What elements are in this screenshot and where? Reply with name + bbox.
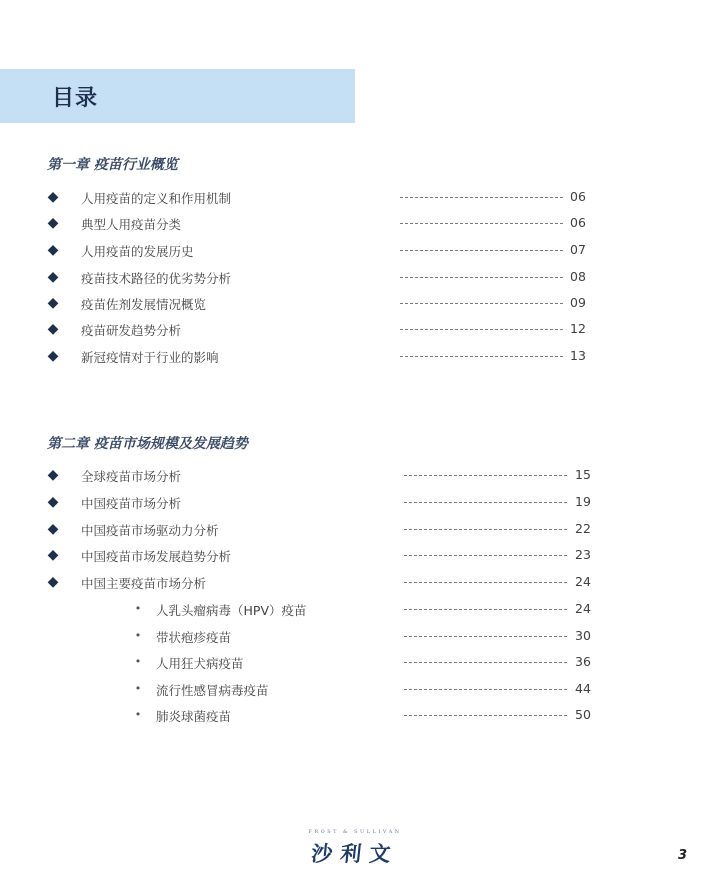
chapter-1-title: 第一章 疫苗行业概览 [47, 157, 178, 173]
dotted-leader [400, 197, 563, 198]
diamond-bullet-icon: ◆ [47, 521, 59, 537]
toc-subentry-label: 人用狂犬病疫苗 [156, 656, 244, 671]
dotted-leader [404, 475, 567, 476]
toc-entry-page: 24 [575, 574, 591, 589]
toc-entry[interactable] [0, 466, 710, 488]
toc-subentry-label: 肺炎球菌疫苗 [156, 709, 232, 724]
dot-bullet-icon: • [134, 602, 142, 615]
toc-entry-label: 人用疫苗的发展历史 [81, 244, 194, 259]
toc-entry-page: 09 [570, 295, 586, 310]
dotted-leader [404, 689, 567, 690]
toc-entry[interactable] [0, 347, 710, 369]
toc-entry[interactable] [0, 214, 710, 236]
diamond-bullet-icon: ◆ [47, 242, 59, 258]
toc-subentry-page: 24 [575, 601, 591, 616]
dotted-leader [400, 250, 563, 251]
toc-entry-page: 15 [575, 467, 591, 482]
toc-entry-label: 中国主要疫苗市场分析 [81, 576, 207, 591]
toc-subentry-page: 50 [575, 707, 591, 722]
toc-entry-label: 中国疫苗市场分析 [81, 496, 182, 511]
toc-entry-label: 疫苗研发趋势分析 [81, 323, 182, 338]
dot-bullet-icon: • [134, 655, 142, 668]
dotted-leader [404, 662, 567, 663]
page-number: 3 [678, 848, 688, 863]
dotted-leader [400, 223, 563, 224]
dot-bullet-icon: • [134, 708, 142, 721]
dotted-leader [404, 555, 567, 556]
diamond-bullet-icon: ◆ [47, 321, 59, 337]
dotted-leader [404, 582, 567, 583]
toc-entry[interactable] [0, 268, 710, 290]
toc-entry-label: 疫苗佐剂发展情况概览 [81, 297, 207, 312]
diamond-bullet-icon: ◆ [47, 467, 59, 483]
toc-subentry-label: 带状疱疹疫苗 [156, 630, 232, 645]
toc-entry-label: 中国疫苗市场驱动力分析 [81, 523, 219, 538]
toc-entry[interactable] [0, 188, 710, 210]
toc-subentry[interactable] [0, 653, 710, 675]
diamond-bullet-icon: ◆ [47, 295, 59, 311]
dot-bullet-icon: • [134, 682, 142, 695]
toc-entry-page: 08 [570, 269, 586, 284]
logo-english-wordmark: FROST & SULLIVAN [308, 829, 402, 835]
dotted-leader [404, 609, 567, 610]
diamond-bullet-icon: ◆ [47, 574, 59, 590]
toc-entry-page: 07 [570, 242, 586, 257]
toc-subentry-page: 30 [575, 628, 591, 643]
toc-entry[interactable] [0, 573, 710, 595]
toc-entry-label: 中国疫苗市场发展趋势分析 [81, 549, 232, 564]
toc-header-banner [0, 69, 355, 123]
dotted-leader [400, 277, 563, 278]
toc-entry[interactable] [0, 520, 710, 542]
toc-subentry-page: 36 [575, 654, 591, 669]
toc-entry-label: 典型人用疫苗分类 [81, 217, 182, 232]
toc-entry-label: 新冠疫情对于行业的影响 [81, 350, 219, 365]
dotted-leader [400, 303, 563, 304]
dotted-leader [404, 715, 567, 716]
dotted-leader [400, 356, 563, 357]
toc-subentry[interactable] [0, 680, 710, 702]
dotted-leader [404, 502, 567, 503]
dotted-leader [400, 329, 563, 330]
toc-entry[interactable] [0, 546, 710, 568]
toc-entry[interactable] [0, 241, 710, 263]
diamond-bullet-icon: ◆ [47, 269, 59, 285]
toc-entry-label: 人用疫苗的定义和作用机制 [81, 191, 232, 206]
toc-subentry[interactable] [0, 706, 710, 728]
toc-entry-label: 全球疫苗市场分析 [81, 469, 182, 484]
chapter-2-title: 第二章 疫苗市场规模及发展趋势 [47, 436, 248, 452]
diamond-bullet-icon: ◆ [47, 215, 59, 231]
toc-subentry[interactable] [0, 600, 710, 622]
toc-subentry-label: 流行性感冒病毒疫苗 [156, 683, 269, 698]
diamond-bullet-icon: ◆ [47, 189, 59, 205]
toc-entry[interactable] [0, 493, 710, 515]
toc-entry-page: 06 [570, 189, 586, 204]
toc-entry-page: 06 [570, 215, 586, 230]
dotted-leader [404, 529, 567, 530]
diamond-bullet-icon: ◆ [47, 547, 59, 563]
diamond-bullet-icon: ◆ [47, 494, 59, 510]
toc-entry-page: 19 [575, 494, 591, 509]
toc-subentry[interactable] [0, 627, 710, 649]
toc-entry-page: 13 [570, 348, 586, 363]
toc-title: 目录 [52, 86, 99, 111]
toc-entry-page: 12 [570, 321, 586, 336]
logo-chinese-wordmark: 沙利文 [310, 842, 400, 866]
toc-entry-label: 疫苗技术路径的优劣势分析 [81, 271, 232, 286]
toc-entry[interactable] [0, 294, 710, 316]
toc-subentry-page: 44 [575, 681, 591, 696]
toc-subentry-label: 人乳头瘤病毒（HPV）疫苗 [156, 603, 307, 618]
dot-bullet-icon: • [134, 629, 142, 642]
diamond-bullet-icon: ◆ [47, 348, 59, 364]
dotted-leader [404, 636, 567, 637]
toc-entry[interactable] [0, 320, 710, 342]
toc-entry-page: 22 [575, 521, 591, 536]
toc-entry-page: 23 [575, 547, 591, 562]
